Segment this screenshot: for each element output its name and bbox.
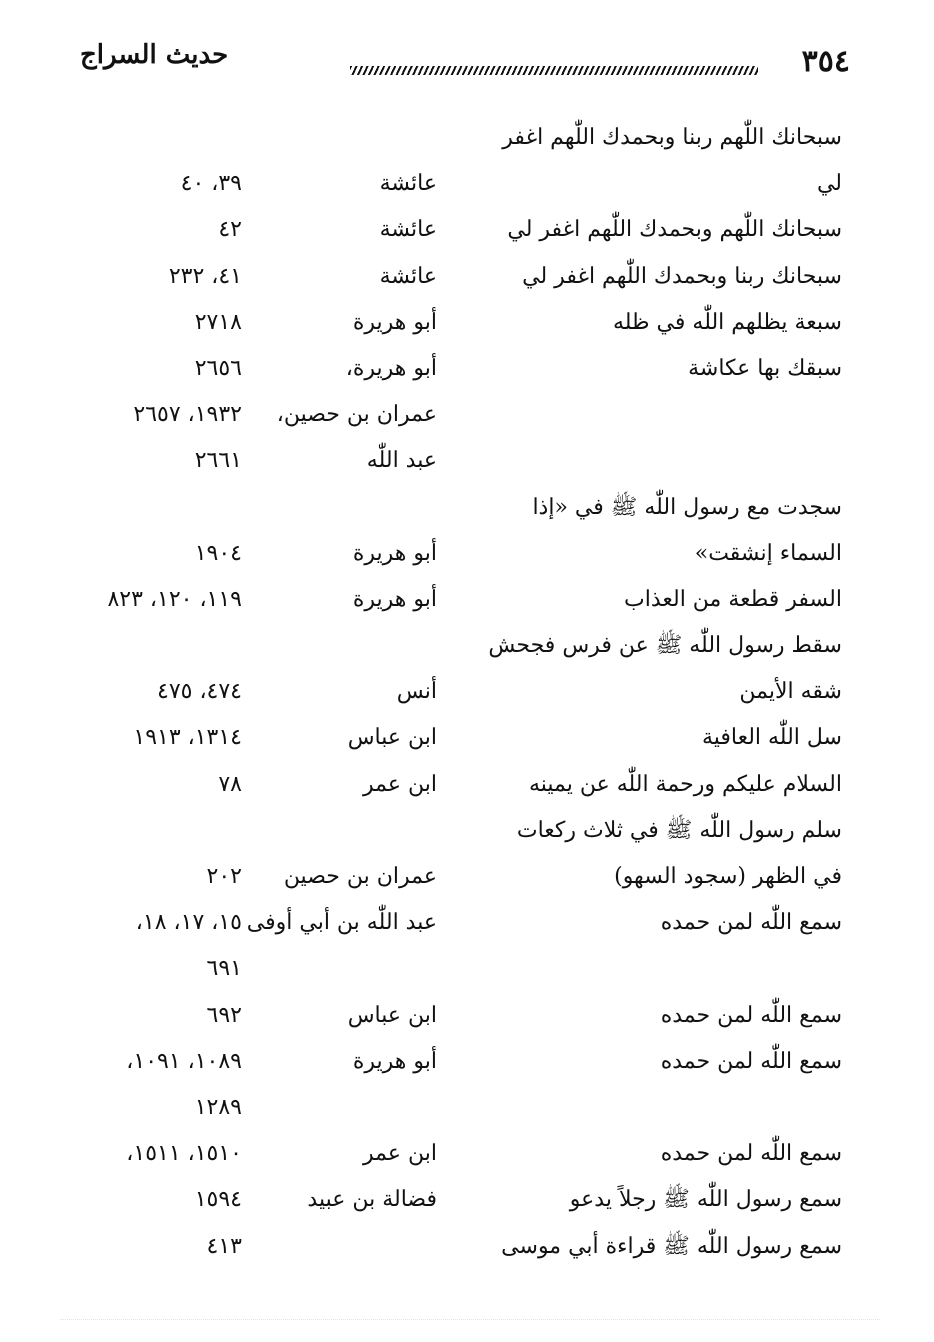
entry-phrase: سبعة يظلهم اللّٰه في ظله (612, 309, 842, 335)
entry-references: ١١٩، ١٢٠، ٨٢٣ (107, 586, 242, 612)
entry-phrase: سقط رسول اللّٰه ﷺ عن فرس فجحش (488, 633, 842, 659)
entry-references: ١٠٨٩، ١٠٩١، (126, 1048, 242, 1074)
index-entry (80, 115, 842, 161)
entry-narrator: أنس (396, 679, 437, 705)
entry-phrase: السلام عليكم ورحمة اللّٰه عن يمينه (528, 771, 842, 797)
entry-references: ٢٠٢ (206, 864, 242, 889)
entry-narrator: أبو هريرة (352, 309, 437, 335)
entry-references: ١٢٨٩ (194, 1094, 242, 1120)
entry-narrator: عبد اللّٰه (366, 448, 437, 474)
index-entry (80, 207, 842, 253)
index-entry (80, 531, 842, 577)
entry-narrator: أبو هريرة (352, 540, 437, 566)
entry-phrase: سبحانك اللّٰهم وبحمدك اللّٰهم اغفر لي (507, 217, 842, 243)
entry-phrase: السفر قطعة من العذاب (624, 586, 842, 612)
page-edge (60, 1319, 880, 1324)
entry-phrase: سمع اللّٰه لمن حمده (660, 1141, 842, 1167)
index-entry (80, 1085, 842, 1131)
entry-references: ١٥، ١٧، ١٨، (135, 910, 242, 936)
index-entry (80, 900, 842, 946)
header-rule (350, 66, 758, 75)
index-entry (80, 993, 842, 1039)
index-entry (80, 1039, 842, 1085)
index-entries (80, 115, 842, 1270)
running-title: حديث السراج (80, 40, 229, 70)
index-entry (80, 762, 842, 808)
entry-phrase: في الظهر (سجود السهو) (614, 864, 842, 889)
entry-phrase: سلم رسول اللّٰه ﷺ في ثلاث ركعات (516, 817, 842, 843)
index-entry (80, 577, 842, 623)
entry-narrator: ابن عباس (347, 725, 437, 751)
index-entry (80, 808, 842, 854)
index-entry (80, 1224, 842, 1270)
entry-phrase: سمع رسول اللّٰه ﷺ قراءة أبي موسى (501, 1233, 842, 1259)
entry-phrase: لي (816, 171, 842, 197)
entry-phrase: سبحانك اللّٰهم ربنا وبحمدك اللّٰهم اغفر (502, 125, 842, 150)
index-entry (80, 346, 842, 392)
index-entry (80, 254, 842, 300)
entry-references: ٢٧١٨ (194, 309, 242, 335)
entry-narrator: عائشة (379, 217, 437, 243)
index-entry (80, 485, 842, 531)
entry-references: ١٩٣٢، ٢٦٥٧ (133, 402, 242, 428)
entry-phrase: سبقك بها عكاشة (688, 355, 842, 381)
entry-narrator: عبد اللّٰه بن أبي أوفى (246, 910, 437, 936)
index-entry (80, 392, 842, 438)
index-entry (80, 438, 842, 484)
entry-phrase: سل اللّٰه العافية (701, 725, 842, 751)
entry-phrase: سجدت مع رسول اللّٰه ﷺ في «إذا (532, 494, 842, 520)
entry-phrase: سمع اللّٰه لمن حمده (660, 1002, 842, 1028)
page-header (70, 40, 850, 90)
entry-references: ٤١٣ (206, 1233, 242, 1259)
entry-phrase: سمع اللّٰه لمن حمده (660, 1048, 842, 1074)
entry-narrator: فضالة بن عبيد (307, 1187, 437, 1213)
entry-phrase: سمع اللّٰه لمن حمده (660, 910, 842, 936)
entry-phrase: شقه الأيمن (739, 679, 842, 705)
index-entry (80, 1131, 842, 1177)
entry-narrator: عائشة (379, 263, 437, 289)
page-number: ٣٥٤ (801, 44, 850, 79)
entry-narrator: عائشة (379, 171, 437, 197)
index-entry (80, 669, 842, 715)
entry-narrator: ابن عمر (363, 771, 437, 797)
entry-references: ٣٩، ٤٠ (180, 171, 242, 197)
entry-references: ١٥١٠، ١٥١١، (126, 1141, 242, 1167)
entry-phrase: سبحانك ربنا وبحمدك اللّٰهم اغفر لي (522, 263, 842, 289)
index-entry (80, 1177, 842, 1223)
entry-narrator: أبو هريرة، (345, 355, 437, 381)
entry-narrator: أبو هريرة (352, 586, 437, 612)
entry-phrase: السماء إنشقت» (694, 540, 842, 566)
entry-phrase: سمع رسول اللّٰه ﷺ رجلاً يدعو (569, 1187, 842, 1213)
index-entry (80, 946, 842, 992)
entry-narrator: عمران بن حصين (283, 864, 437, 889)
index-entry (80, 300, 842, 346)
index-entry (80, 715, 842, 761)
entry-references: ١٥٩٤ (194, 1187, 242, 1213)
entry-narrator: أبو هريرة (352, 1048, 437, 1074)
entry-references: ٤٢ (218, 217, 242, 243)
entry-references: ٦٩١ (206, 956, 242, 982)
entry-narrator: عمران بن حصين، (276, 402, 437, 428)
index-entry (80, 161, 842, 207)
entry-references: ٤١، ٢٣٢ (168, 263, 242, 289)
entry-references: ٦٩٢ (206, 1002, 242, 1028)
entry-references: ٤٧٤، ٤٧٥ (157, 679, 242, 705)
entry-references: ١٩٠٤ (194, 540, 242, 566)
entry-references: ٢٦٦١ (194, 448, 242, 474)
entry-narrator: ابن عباس (347, 1002, 437, 1028)
entry-references: ٧٨ (218, 771, 242, 797)
entry-references: ٢٦٥٦ (194, 355, 242, 381)
entry-narrator: ابن عمر (363, 1141, 437, 1167)
entry-references: ١٣١٤، ١٩١٣ (133, 725, 242, 751)
index-entry (80, 854, 842, 900)
index-entry (80, 623, 842, 669)
